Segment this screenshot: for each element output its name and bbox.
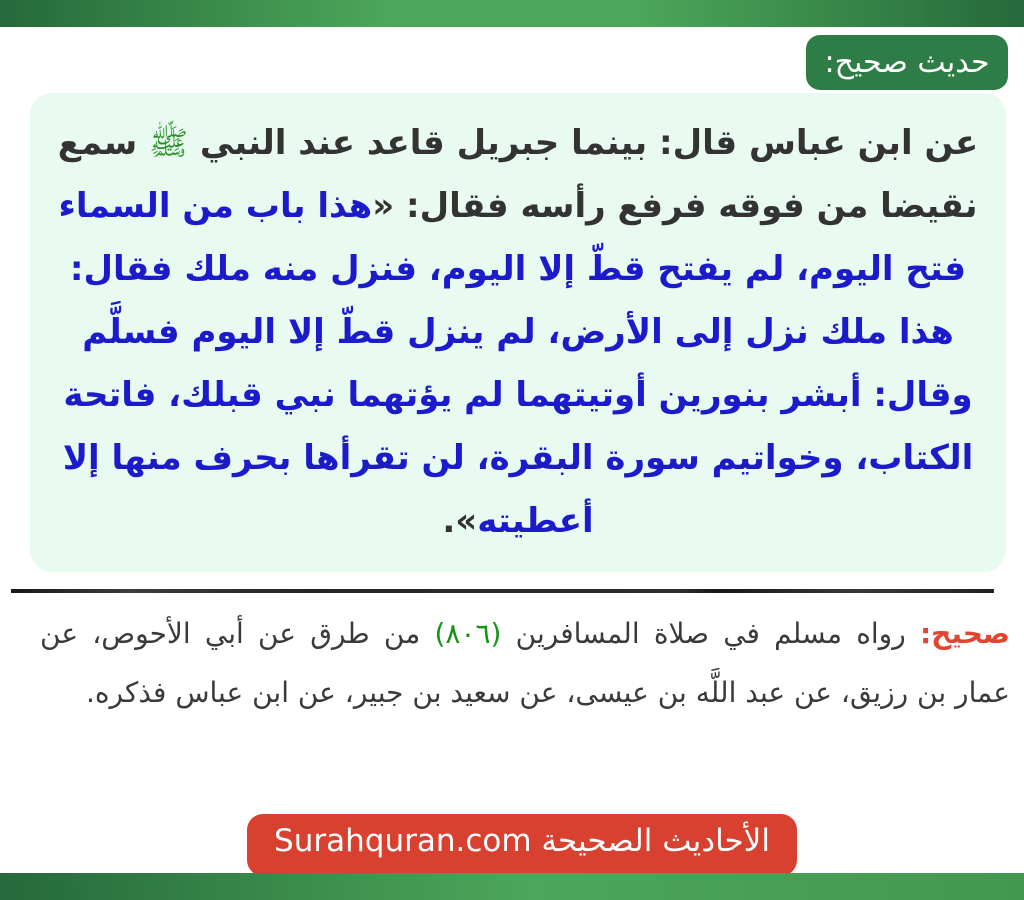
takhrij-source-text: رواه مسلم في صلاة المسافرين	[501, 617, 920, 650]
top-gradient-bar	[0, 0, 1024, 27]
hadith-narration-intro-continued: سمع نقيضا من فوقه فرفع رأسه فقال: «	[57, 123, 978, 226]
hadith-text	[56, 112, 980, 553]
hadith-closing-mark: ».	[442, 501, 478, 541]
takhrij-paragraph	[40, 604, 1010, 722]
hadith-grade-badge	[806, 35, 1008, 90]
takhrij-grade-label: صحيح:	[919, 617, 1010, 650]
hadith-narration-intro: عن ابن عباس قال: بينما جبريل قاعد عند النبي	[188, 123, 979, 163]
site-name-label: الأحاديث الصحيحة Surahquran.com	[274, 823, 770, 859]
takhrij-hadith-number: (٨٠٦)	[434, 617, 502, 650]
hadith-quoted-text: هذا باب من السماء فتح اليوم، لم يفتح قطّ إلا اليوم، فنزل منه ملك فقال: هذا ملك نزل إلى الأرض، لم ينزل قطّ إلا اليوم فسلَّم وقال: أبشر بنورين أوتيتهما لم يؤتهما نبي قبلك، فاتحة الكتاب، وخواتيم سورة البقرة، لن تقرأها بحرف منها إلا أعطيته	[58, 186, 974, 541]
section-divider	[11, 589, 994, 593]
site-name-button[interactable]	[247, 814, 797, 876]
takhrij-chain-text: من طرق عن أبي الأحوص، عن عمار بن رزيق، عن عبد اللَّه بن عيسى، عن سعيد بن جبير، عن ابن عباس فذكره.	[40, 617, 1010, 709]
hadith-box	[30, 93, 1006, 572]
bottom-gradient-bar	[0, 873, 1024, 900]
sallallahu-alayhi-wasallam-symbol: ﷺ	[149, 124, 189, 162]
hadith-grade-badge-label: حديث صحيح:	[824, 45, 990, 80]
